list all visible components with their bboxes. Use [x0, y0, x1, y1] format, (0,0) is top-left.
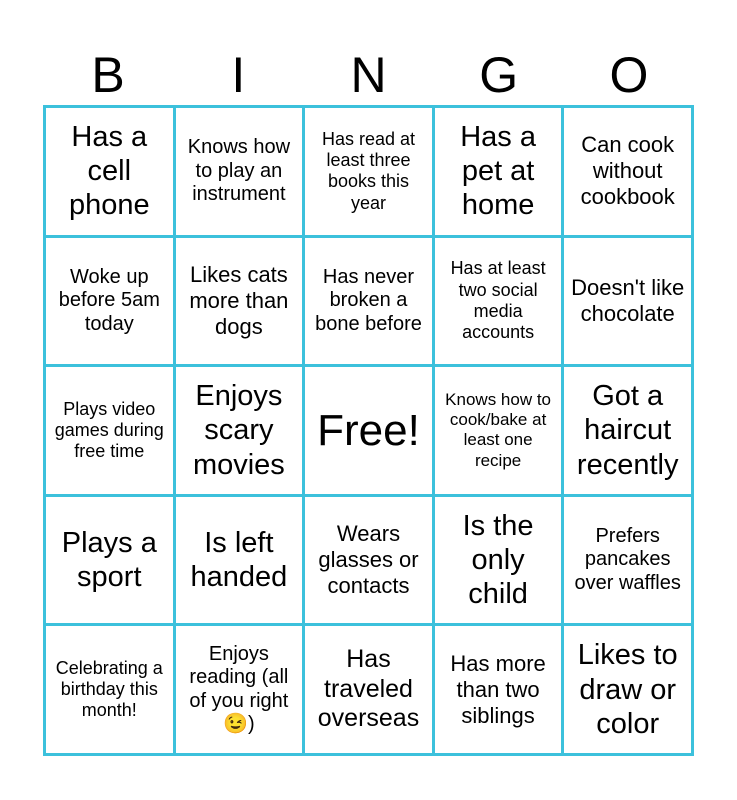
bingo-cell[interactable]: Is the only child — [435, 497, 562, 624]
bingo-cell[interactable]: Wears glasses or contacts — [305, 497, 432, 624]
bingo-cell[interactable]: Has at least two social media accounts — [435, 238, 562, 365]
bingo-cell[interactable]: Is left handed — [176, 497, 303, 624]
bingo-cell[interactable]: Celebrating a birthday this month! — [46, 626, 173, 753]
bingo-cell[interactable]: Likes cats more than dogs — [176, 238, 303, 365]
header-letter-o: O — [609, 47, 649, 103]
bingo-cell[interactable]: Plays video games during free time — [46, 367, 173, 494]
bingo-cell[interactable]: Has traveled overseas — [305, 626, 432, 753]
bingo-cell[interactable]: Knows how to play an instrument — [176, 108, 303, 235]
bingo-cell[interactable]: Has read at least three books this year — [305, 108, 432, 235]
bingo-cell[interactable]: Enjoys scary movies — [176, 367, 303, 494]
bingo-cell[interactable]: Doesn't like chocolate — [564, 238, 691, 365]
bingo-cell[interactable]: Has a pet at home — [435, 108, 562, 235]
header-letter-b: B — [91, 47, 125, 103]
bingo-cell[interactable]: Can cook without cookbook — [564, 108, 691, 235]
header-letter-i: I — [231, 47, 246, 103]
header-letter-g: G — [479, 47, 519, 103]
bingo-cell[interactable]: Prefers pancakes over waffles — [564, 497, 691, 624]
bingo-cell[interactable]: Has more than two siblings — [435, 626, 562, 753]
bingo-cell[interactable]: Likes to draw or color — [564, 626, 691, 753]
bingo-cell[interactable]: Plays a sport — [46, 497, 173, 624]
bingo-cell[interactable]: Has a cell phone — [46, 108, 173, 235]
bingo-cell[interactable]: Woke up before 5am today — [46, 238, 173, 365]
bingo-cell[interactable]: Enjoys reading (all of you right 😉) — [176, 626, 303, 753]
bingo-cell-free[interactable]: Free! — [305, 367, 432, 494]
bingo-cell[interactable]: Got a haircut recently — [564, 367, 691, 494]
bingo-header — [43, 40, 694, 110]
bingo-cell[interactable]: Knows how to cook/bake at least one recipe — [435, 367, 562, 494]
bingo-cell[interactable]: Has never broken a bone before — [305, 238, 432, 365]
bingo-board — [43, 105, 694, 756]
header-letter-n: N — [350, 47, 387, 103]
